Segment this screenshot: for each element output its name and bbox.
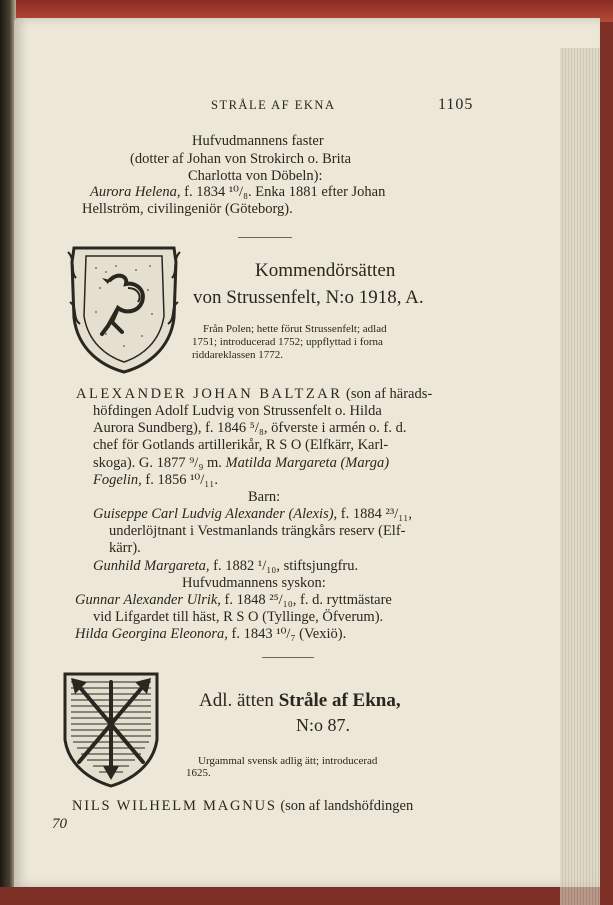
text-line: underlöjtnant i Vestmanlands trängkårs reserv (Elf- [109,523,406,539]
family-title: Kommendörsätten [255,260,396,281]
family-subtitle-text: von Strussenfelt, N:o 1918, A. [193,287,424,308]
person-name: Aurora Helena, [90,184,181,200]
text-line: f. 1856 ¹⁰/₁₁. [145,472,218,488]
text-line: Hellström, civilingeniör (Göteborg). [82,201,293,217]
family-note: Urgammal svensk adlig ätt; introducerad [198,755,378,767]
text-line: Charlotta von Döbeln): [188,168,323,184]
text-line: chef för Gotlands artillerikår, R S O (Elfkärr, Karl- [93,437,389,453]
text-line: f. 1884 ²³/₁₁, [340,506,412,522]
text-line: vid Lifgardet till häst, R S O (Tyllinge, Öfverum). [93,609,384,625]
family-note: riddareklassen 1772. [192,349,284,361]
strussenfelt-coat-of-arms [66,242,182,374]
family-note: 1625. [186,767,211,779]
family-title-name: Stråle af Ekna, [278,690,401,711]
text-line: kärr). [109,540,141,556]
family-number: N:o 87. [296,715,350,735]
page-edges [560,48,600,905]
page-number: 1105 [438,96,474,113]
separator-rule [238,237,292,238]
text-line: f. 1882 ¹/₁₀, stiftsjungfru. [213,558,359,574]
text-line: Hufvudmannens faster [192,133,324,149]
person-name-head: NILS WILHELM MAGNUS [72,798,277,814]
separator-rule [262,657,314,658]
family-note: Från Polen; hette förut Strussenfelt; adlad [203,323,387,335]
text-line: (son af härads- [346,386,433,402]
text-line: (son af landshöfdingen [280,798,414,814]
person-name: Gunhild Margareta, [93,558,210,574]
family-note: 1751; introducerad 1752; uppflyttad i forna [192,336,383,348]
text-line: f. 1843 ¹⁰/₇ (Vexiö). [231,626,347,642]
person-name: Fogelin, [93,472,142,488]
person-name: Gunnar Alexander Ulrik, [75,592,221,608]
person-name: Guiseppe Carl Ludvig Alexander (Alexis), [93,506,338,522]
running-title: STRÅLE AF EKNA [211,98,336,112]
family-title: Adl. ätten [199,690,274,711]
signature-mark: 70 [52,816,67,832]
text-line: f. 1848 ²⁵/₁₀, f. d. ryttmästare [224,592,392,608]
children-heading: Barn: [248,489,281,505]
siblings-heading: Hufvudmannens syskon: [182,575,326,591]
family-subtitle [193,287,424,309]
text-line: f. 1834 ¹⁰/₈. Enka 1881 efter Johan [184,184,386,200]
person-name: Matilda Margareta (Marga) [225,455,390,471]
person-name-head: ALEXANDER JOHAN BALTZAR [76,386,343,402]
text-line: höfdingen Adolf Ludvig von Strussenfelt o. Hilda [93,403,382,419]
person-name: Hilda Georgina Eleonora, [75,626,228,642]
strale-coat-of-arms [61,670,161,788]
text-line: skoga). G. 1877 ⁹/₉ m. [93,455,222,471]
text-line: Aurora Sundberg), f. 1846 ⁵/₈, öfverste i armén o. f. d. [93,420,407,436]
text-line: (dotter af Johan von Strokirch o. Brita [130,151,352,167]
